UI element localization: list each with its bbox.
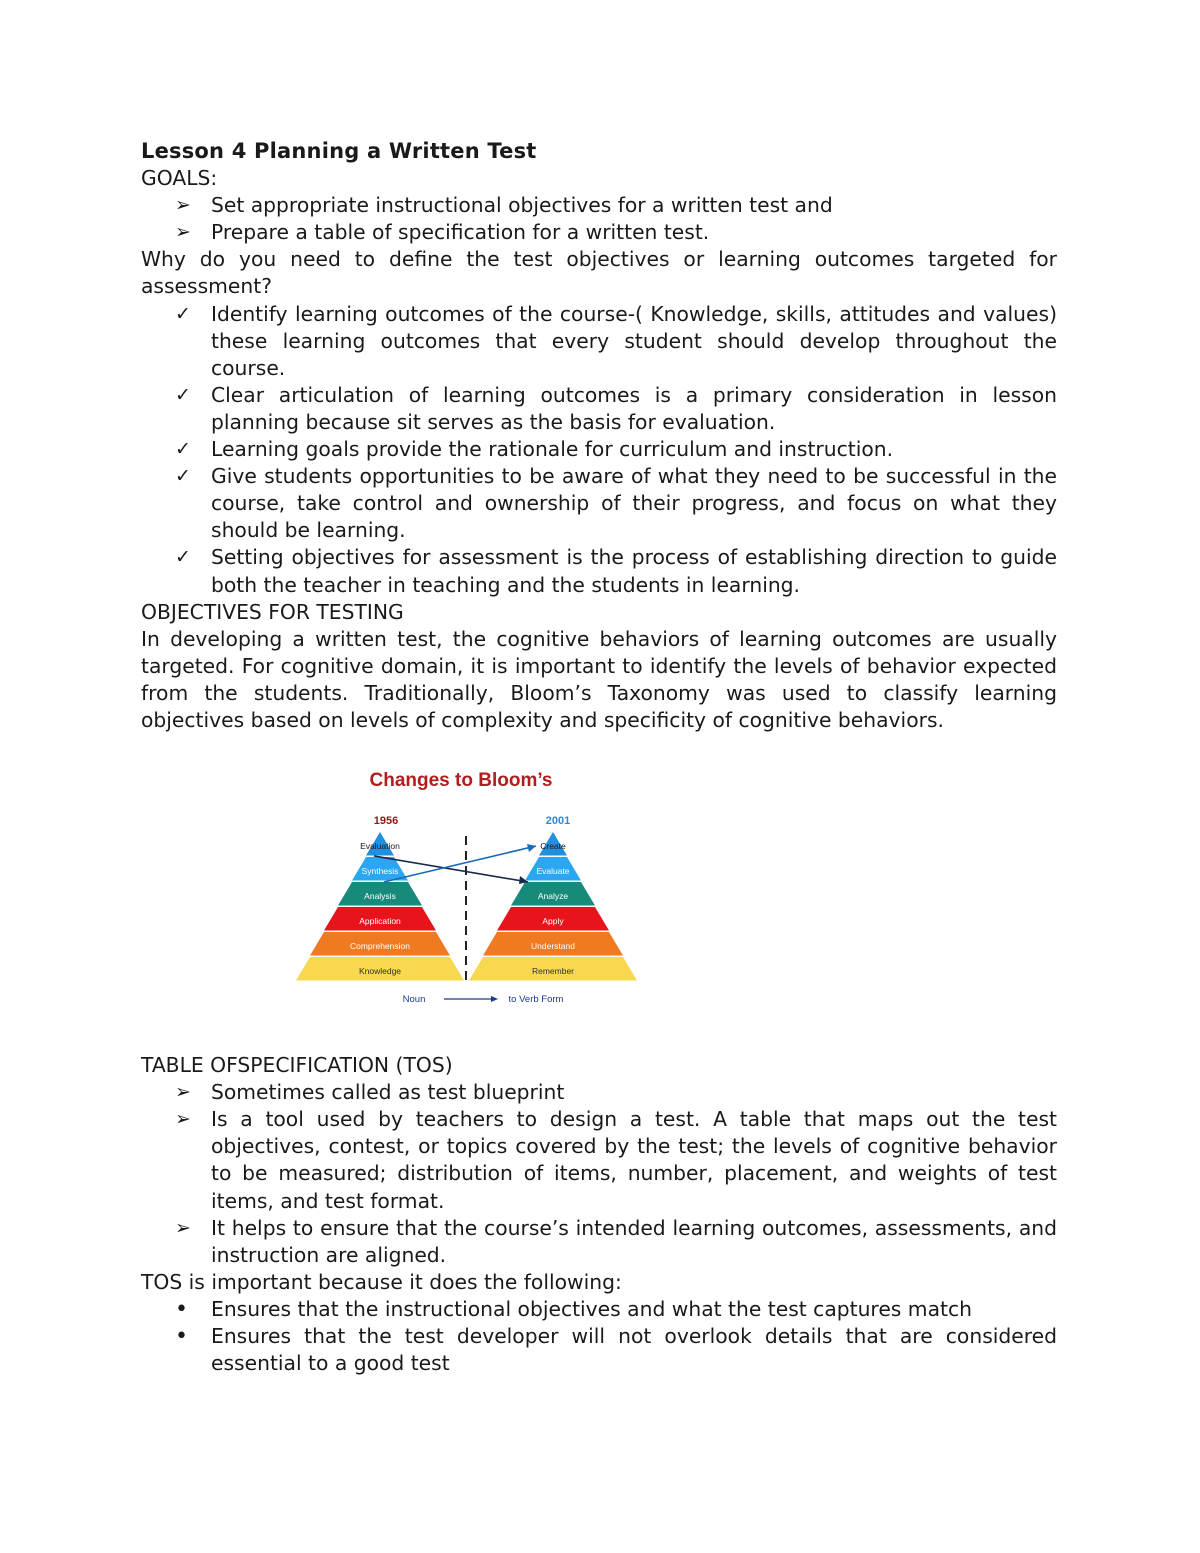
- list-item: ✓ Identify learning outcomes of the course-( Knowledge, skills, attitudes and values) these learning outcomes that every student should develop throughout the course.: [175, 301, 1057, 380]
- left-level-label: Comprehension: [349, 941, 411, 952]
- list-item: • Ensures that the instructional objectives and what the test captures match: [175, 1296, 972, 1322]
- tos-heading: TABLE OFSPECIFICATION (TOS): [141, 1053, 453, 1078]
- checkmark-icon: ✓: [175, 383, 191, 406]
- list-item: ✓ Clear articulation of learning outcomes is a primary consideration in lesson planning because sit serves as the basis for evaluation.: [175, 382, 1057, 434]
- left-level-label: Synthesis: [361, 866, 399, 877]
- checkmark-icon: ✓: [175, 546, 191, 569]
- list-item: ✓ Setting objectives for assessment is the process of establishing direction to guide both the teacher in teaching and the students in learning.: [175, 545, 1057, 597]
- arrow-bullet-icon: ➢: [175, 1081, 191, 1104]
- left-level-label: Analysis: [364, 891, 396, 902]
- right-pyramid: [469, 832, 637, 981]
- right-level-label: Evaluate: [536, 866, 570, 877]
- arrow-bullet-icon: ➢: [175, 194, 191, 217]
- goals-heading: GOALS:: [141, 166, 218, 191]
- checkmark-icon: ✓: [175, 302, 191, 325]
- left-level-label: Knowledge: [358, 966, 402, 977]
- list-item: ➢ Prepare a table of specification for a written test.: [141, 219, 1057, 246]
- left-year: 1956: [373, 815, 399, 828]
- figure-title: Changes to Bloom’s: [369, 770, 553, 792]
- noun-to-verb-arrowhead: [491, 996, 498, 1002]
- list-item: ➢ Set appropriate instructional objectives for a written test and: [141, 192, 1057, 219]
- right-level-label: Understand: [531, 941, 575, 952]
- right-level-label: Apply: [542, 916, 564, 927]
- checkmark-icon: ✓: [175, 438, 191, 461]
- bullet-dot-icon: •: [175, 1324, 188, 1349]
- list-item: ➢ It helps to ensure that the course’s intended learning outcomes, assessments, and instruction are aligned.: [175, 1215, 1057, 1267]
- right-level-label: Analyze: [537, 891, 569, 902]
- objectives-paragraph: In developing a written test, the cognitive behaviors of learning outcomes are usually targeted. For cognitive domain, it is important to identify the levels of behavior expected from the students. Traditionally, Bloom’s Taxonomy was used to classify learning objectives based on levels of complexity and specificity of cognitive behaviors.: [141, 626, 1057, 732]
- right-level-label: Create: [540, 841, 566, 852]
- arrow-bullet-icon: ➢: [175, 221, 191, 244]
- right-level-label: Remember: [531, 966, 575, 977]
- goals-list: [141, 192, 1057, 246]
- lesson-title: Lesson 4 Planning a Written Test: [141, 139, 537, 163]
- list-item: ➢ Is a tool used by teachers to design a test. A table that maps out the test objectives, contest, or topics covered by the test; the levels of cognitive behavior to be measured; distribution of items, number, placement, and weights of test items, and test format.: [175, 1107, 1057, 1213]
- left-pyramid: [296, 832, 464, 981]
- tos-bullets: [141, 1296, 1057, 1377]
- reasons-list: [141, 301, 1057, 599]
- document-page: [141, 138, 1057, 1377]
- blooms-diagram: [296, 764, 656, 1024]
- blooms-figure: [141, 752, 1057, 1052]
- tos-list: [141, 1079, 1057, 1269]
- arrow-synthesis-head: [527, 844, 536, 852]
- arrow-bullet-icon: ➢: [175, 1216, 191, 1239]
- noun-label: Noun: [402, 994, 426, 1006]
- checkmark-icon: ✓: [175, 465, 191, 488]
- arrow-synthesis-line: [384, 846, 536, 882]
- list-item: • Ensures that the test developer will not overlook details that are considered essential to a good test: [175, 1324, 1057, 1376]
- question-text: Why do you need to define the test objectives or learning outcomes targeted for assessment?: [141, 247, 1057, 299]
- list-item: ✓ Learning goals provide the rationale for curriculum and instruction.: [141, 436, 1057, 463]
- left-level-label: Application: [359, 916, 401, 927]
- bullet-dot-icon: •: [175, 1296, 188, 1322]
- tos-important-text: TOS is important because it does the following:: [141, 1269, 622, 1294]
- objectives-heading: OBJECTIVES FOR TESTING: [141, 599, 404, 624]
- right-year: 2001: [545, 815, 571, 828]
- arrow-bullet-icon: ➢: [175, 1108, 191, 1131]
- list-item: ➢ Sometimes called as test blueprint: [141, 1079, 1057, 1106]
- left-level-label: Evaluation: [360, 841, 400, 852]
- verb-label: to Verb Form: [508, 994, 564, 1006]
- list-item: ✓ Give students opportunities to be aware of what they need to be successful in the course, take control and ownership of their progress, and focus on what they should be learning.: [175, 464, 1057, 543]
